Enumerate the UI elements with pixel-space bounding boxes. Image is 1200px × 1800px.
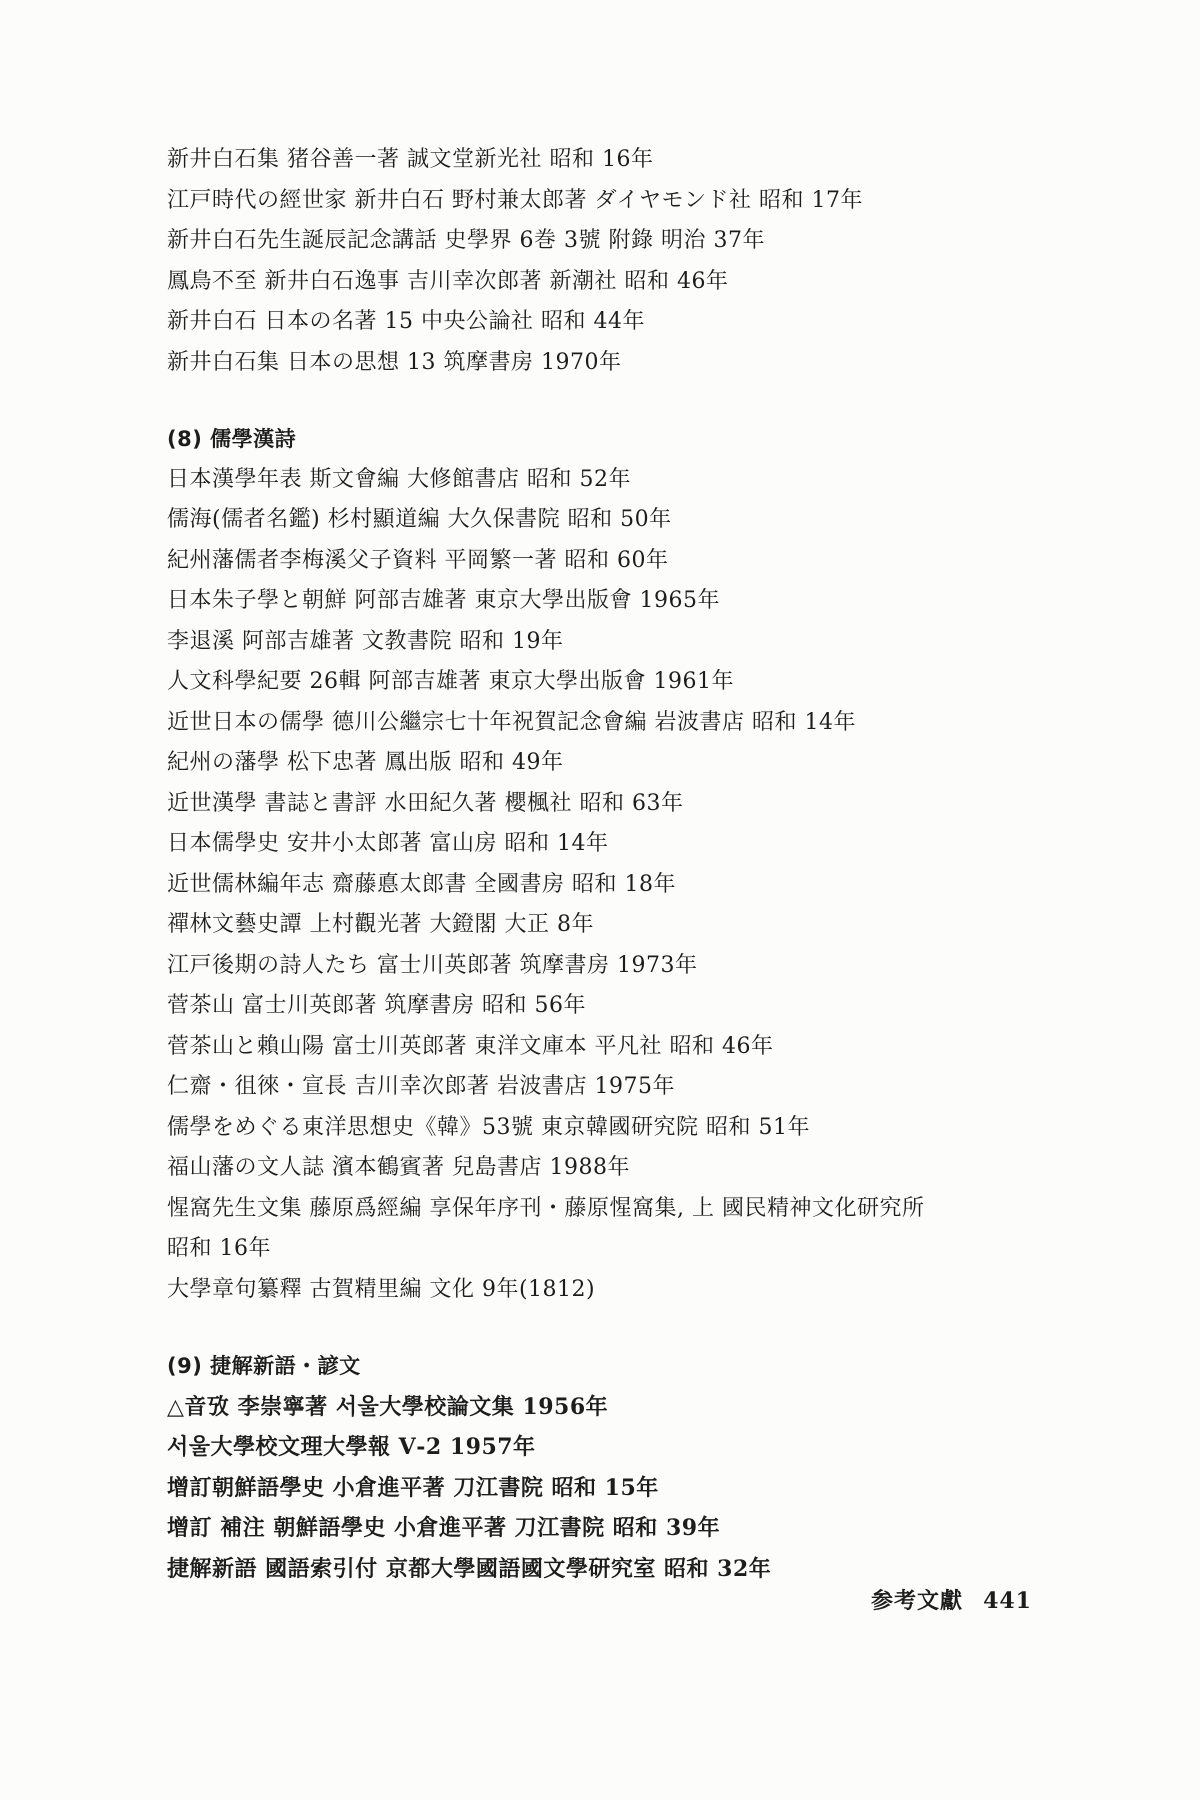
bibliography-entry: 서울大學校文理大學報 Ⅴ-2 1957年	[167, 1434, 536, 1460]
bibliography-entry: 鳳鳥不至 新井白石逸事 吉川幸次郎著 新潮社 昭和 46年	[167, 268, 729, 294]
bibliography-entry: 福山藩の文人誌 濱本鶴賓著 兒島書店 1988年	[167, 1155, 630, 1180]
bibliography-entry: 近世漢學 書誌と書評 水田紀久著 櫻楓社 昭和 63年	[167, 790, 684, 816]
section-spacer	[167, 1310, 1047, 1346]
bibliography-entry: 儒海(儒者名鑑) 杉村顯道編 大久保書院 昭和 50年	[167, 507, 672, 532]
section-heading-8: (8) 儒學漢詩	[167, 427, 297, 451]
section-spacer	[167, 383, 1047, 419]
bibliography-entry: 菅茶山 富士川英郎著 筑摩書房 昭和 56年	[167, 993, 586, 1018]
bibliography-entry: 增訂 補注 朝鮮語學史 小倉進平著 刀江書院 昭和 39年	[167, 1515, 721, 1541]
bibliography-entry: 紀州藩儒者李梅溪父子資料 平岡繁一著 昭和 60年	[167, 547, 669, 573]
bibliography-entry: 江戸後期の詩人たち 富士川英郎著 筑摩書房 1973年	[167, 952, 698, 978]
bibliography-entry: 近世儒林編年志 齋藤悳太郎書 全國書房 昭和 18年	[167, 871, 676, 897]
bibliography-entry: 日本儒學史 安井小太郎著 富山房 昭和 14年	[167, 831, 609, 856]
section-heading-9: (9) 捷解新語・諺文	[167, 1354, 361, 1378]
bibliography-entry: 李退溪 阿部吉雄著 文教書院 昭和 19年	[167, 628, 564, 654]
bibliography-entry: 菅茶山と賴山陽 富士川英郎著 東洋文庫本 平凡社 昭和 46年	[167, 1033, 774, 1059]
bibliography-entry: 增訂朝鮮語學史 小倉進平著 刀江書院 昭和 15年	[167, 1474, 659, 1501]
running-title: 参考文獻	[871, 1588, 964, 1614]
bibliography-entry: 捷解新語 國語索引付 京都大學國語國文學研究室 昭和 32年	[167, 1555, 772, 1582]
bibliography-entry: 紀州の藩學 松下忠著 鳳出版 昭和 49年	[167, 750, 564, 775]
bibliography-entry: 新井白石集 猪谷善一著 誠文堂新光社 昭和 16年	[167, 147, 654, 172]
bibliography-entry: 新井白石集 日本の思想 13 筑摩書房 1970年	[167, 349, 622, 375]
bibliography-entry: 禪林文藝史譚 上村觀光著 大鐙閣 大正 8年	[167, 912, 594, 937]
bibliography-entry: 日本漢學年表 斯文會編 大修館書店 昭和 52年	[167, 466, 631, 492]
bibliography-entry: 近世日本の儒學 德川公繼宗七十年祝賀記念會編 岩波書店 昭和 14年	[167, 709, 856, 735]
bibliography-entry: 儒學をめぐる東洋思想史《韓》53號 東京韓國研究院 昭和 51年	[167, 1114, 810, 1140]
page-footer	[871, 1584, 1032, 1615]
page-number: 441	[983, 1588, 1032, 1614]
bibliography-entry: 新井白石先生誕辰記念講話 史學界 6巻 3號 附錄 明治 37年	[167, 228, 765, 253]
bibliography-entry: 江戸時代の經世家 新井白石 野村兼太郎著 ダイヤモンド社 昭和 17年	[167, 187, 864, 213]
bibliography-entry: 仁齋・徂徠・宣長 吉川幸次郎著 岩波書店 1975年	[167, 1074, 675, 1099]
bibliography-entry: 人文科學紀要 26輯 阿部吉雄著 東京大學出版會 1961年	[167, 669, 734, 694]
bibliography-entry: △音攷 李崇寧著 서울大學校論文集 1956年	[167, 1393, 609, 1420]
bibliography-entry-continuation: 昭和 16年	[167, 1236, 271, 1261]
bibliography-entry: 大學章句纂釋 古賀精里編 文化 9年(1812)	[167, 1276, 596, 1302]
bibliography-entry: 新井白石 日本の名著 15 中央公論社 昭和 44年	[167, 309, 645, 334]
bibliography-list	[167, 140, 1047, 1589]
bibliography-entry: 惺窩先生文集 藤原爲經編 享保年序刊・藤原惺窩集, 上 國民精神文化研究所	[167, 1195, 925, 1221]
bibliography-entry: 日本朱子學と朝鮮 阿部吉雄著 東京大學出版會 1965年	[167, 588, 720, 613]
